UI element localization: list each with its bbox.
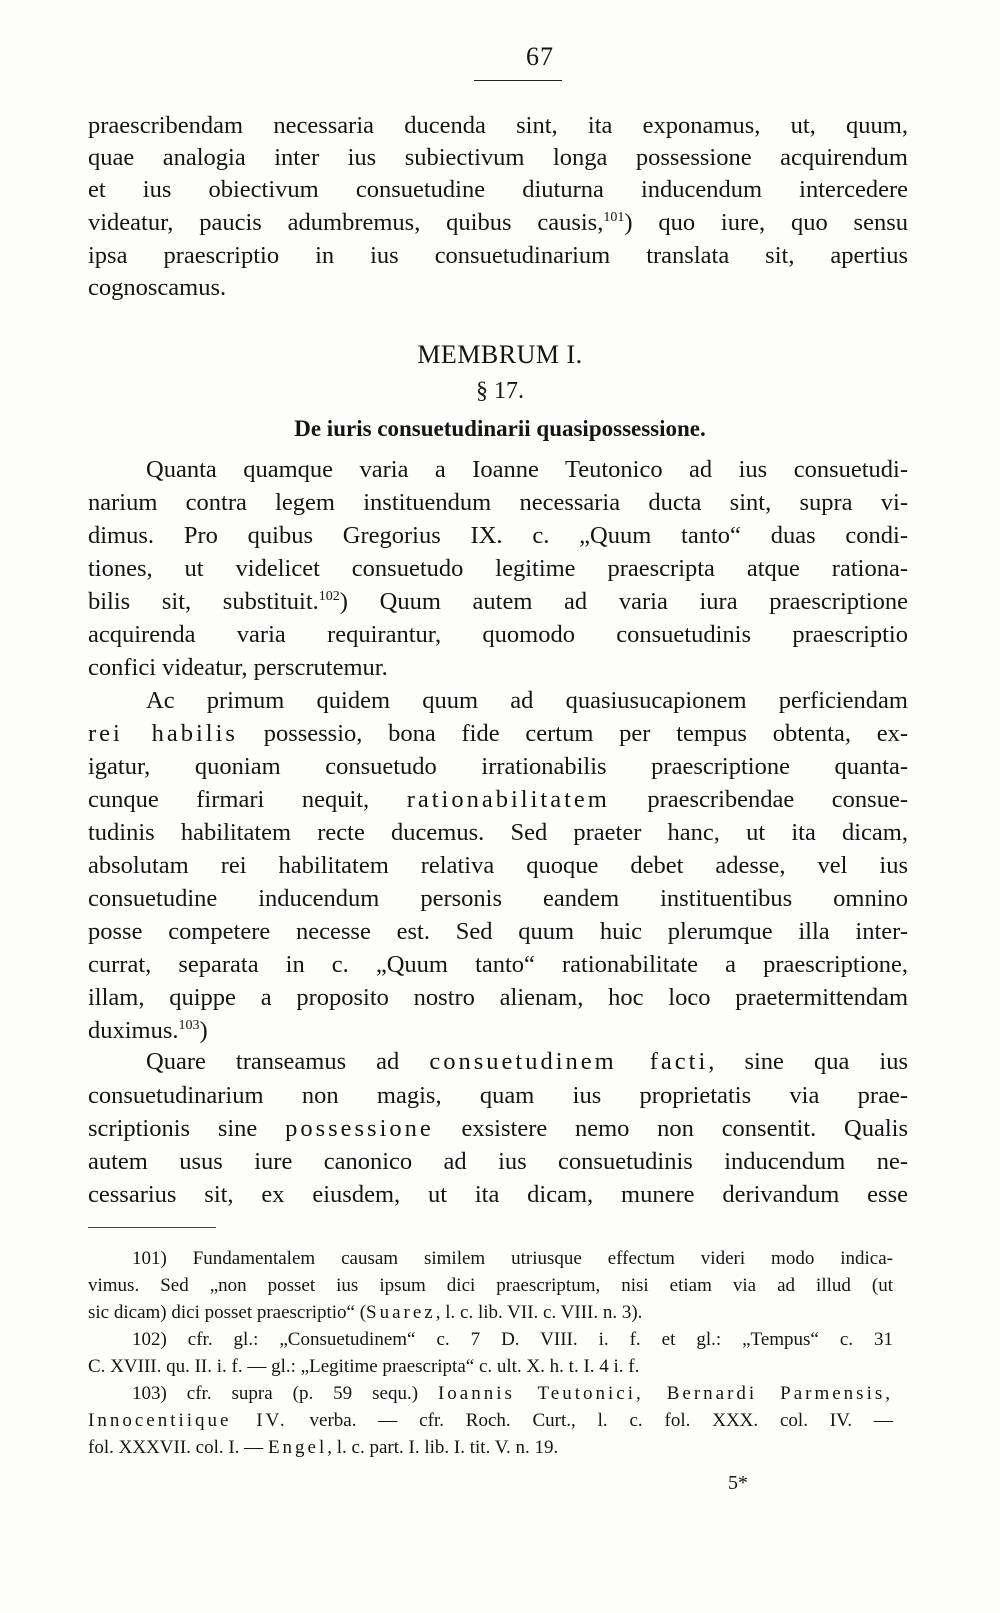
text-line: tiones, ut videlicet consuetudo legitime praescripta atque rationa-: [88, 555, 908, 582]
emphasis-text: rationabilitatem: [406, 786, 610, 813]
text-line: consuetudinarium non magis, quam ius proprietatis via prae-: [88, 1082, 908, 1109]
footnote-103-line: [88, 1407, 893, 1434]
text-run: videatur, paucis adumbremus, quibus causis,: [88, 209, 604, 236]
text-run: , l. c. lib. VII. c. VIII. n. 3).: [435, 1302, 643, 1323]
footnote-103-line: [88, 1380, 893, 1407]
text-line: [88, 718, 908, 750]
text-line: Quanta quamque varia a Ioanne Teutonico ad ius consuetudi-: [146, 456, 908, 483]
text-run: ) Quum autem ad varia iura praescriptione: [339, 588, 908, 615]
text-run: Quare transeamus ad: [146, 1048, 430, 1075]
page-number-rule: [474, 80, 562, 81]
emphasis-text: Engel: [267, 1437, 328, 1458]
emphasis-text: Innocentiique IV.: [88, 1410, 288, 1431]
footnote-102-line: 102) cfr. gl.: „Consuetudinem“ c. 7 D. VIII. i. f. et gl.: „Tempus“ c. 31: [132, 1329, 893, 1350]
text-line: posse competere necesse est. Sed quum huic plerumque illa inter-: [88, 918, 908, 945]
text-run: ) quo iure, quo sensu: [624, 209, 908, 236]
footnote-separator: [88, 1227, 216, 1228]
text-run: possessio, bona fide certum per tempus obtenta, ex-: [237, 720, 908, 747]
text-line: acquirenda varia requirantur, quomodo consuetudinis praescriptio: [88, 621, 908, 648]
text-line: praescribendam necessaria ducenda sint, ita exponamus, ut, quum,: [88, 112, 908, 139]
emphasis-text: consuetudinem facti: [429, 1048, 709, 1075]
text-run: scriptionis sine: [88, 1115, 286, 1142]
page-number: 67: [526, 42, 554, 71]
text-line: [88, 1113, 908, 1145]
text-line: confici videatur, perscrutemur.: [88, 654, 388, 681]
text-line: [88, 207, 908, 239]
text-run: , sine qua ius: [708, 1048, 908, 1075]
text-line: dimus. Pro quibus Gregorius IX. c. „Quum tanto“ duas condi-: [88, 522, 908, 549]
text-line: ipsa praescriptio in ius consuetudinarium translata sit, apertius: [88, 242, 908, 269]
text-line: et ius obiectivum consuetudine diuturna inducendum intercedere: [88, 176, 908, 203]
text-line: Ac primum quidem quum ad quasiusucapionem perficiendam: [146, 687, 908, 714]
emphasis-text: Ioannis Teutonici, Bernardi Parmensis,: [437, 1383, 893, 1404]
text-run: praescribendae consue-: [609, 786, 908, 813]
section-heading: § 17.: [476, 378, 524, 404]
text-run: exsistere nemo non consentit. Qualis: [433, 1115, 908, 1142]
text-line: tudinis habilitatem recte ducemus. Sed praeter hanc, ut ita dicam,: [88, 819, 908, 846]
text-line: cognoscamus.: [88, 274, 227, 301]
footnote-ref-103: 103: [178, 1017, 200, 1033]
footnote-103-line: [88, 1434, 893, 1461]
text-line: quae analogia inter ius subiectivum longa possessione acquirendum: [88, 144, 908, 171]
text-run: duximus.: [88, 1017, 179, 1044]
footnote-101-line: [88, 1299, 893, 1326]
text-line: cessarius sit, ex eiusdem, ut ita dicam, munere derivandum esse: [88, 1181, 908, 1208]
text-line: [88, 586, 908, 618]
emphasis-text: Suarez: [366, 1302, 436, 1323]
text-run: verba. — cfr. Roch. Curt., l. c. fol. XXX. col. IV. —: [287, 1410, 893, 1431]
text-run: 103) cfr. supra (p. 59 sequ.): [132, 1383, 438, 1404]
emphasis-text: possessione: [285, 1115, 434, 1142]
signature-mark: 5*: [728, 1472, 748, 1494]
text-run: sic dicam) dici posset praescriptio“ (: [88, 1302, 367, 1323]
text-line: [88, 1015, 908, 1047]
text-line: autem usus iure canonico ad ius consuetudinis inducendum ne-: [88, 1148, 908, 1175]
membrum-heading: MEMBRUM I.: [417, 340, 583, 369]
text-run: ): [199, 1017, 208, 1044]
section-title: De iuris consuetudinarii quasipossessione.: [294, 416, 706, 441]
footnote-102-line: C. XVIII. qu. II. i. f. — gl.: „Legitime praescripta“ c. ult. X. h. t. I. 4 i. f.: [88, 1356, 640, 1377]
footnote-101-line: vimus. Sed „non posset ius ipsum dici praescriptum, nisi etiam via ad illud (ut: [88, 1275, 893, 1296]
text-line: consuetudine inducendum personis eandem instituentibus omnino: [88, 885, 908, 912]
footnote-ref-102: 102: [318, 588, 340, 604]
text-run: bilis sit, substituit.: [88, 588, 319, 615]
text-run: fol. XXXVII. col. I. —: [88, 1437, 268, 1458]
text-run: , l. c. part. I. lib. I. tit. V. n. 19.: [327, 1437, 559, 1458]
footnote-ref-101: 101: [603, 209, 625, 225]
text-line: absolutam rei habilitatem relativa quoque debet adesse, vel ius: [88, 852, 908, 879]
text-line: [88, 1046, 908, 1078]
text-line: narium contra legem instituendum necessaria ducta sint, supra vi-: [88, 489, 908, 516]
footnote-101-line: 101) Fundamentalem causam similem utriusque effectum videri modo indica-: [132, 1248, 893, 1269]
text-line: [88, 784, 908, 816]
text-line: illam, quippe a proposito nostro alienam, hoc loco praetermittendam: [88, 984, 908, 1011]
text-run: cunque firmari nequit,: [88, 786, 407, 813]
text-line: igatur, quoniam consuetudo irrationabilis praescriptione quanta-: [88, 753, 908, 780]
text-line: currat, separata in c. „Quum tanto“ rationabilitate a praescriptione,: [88, 951, 908, 978]
emphasis-text: rei habilis: [88, 720, 238, 747]
